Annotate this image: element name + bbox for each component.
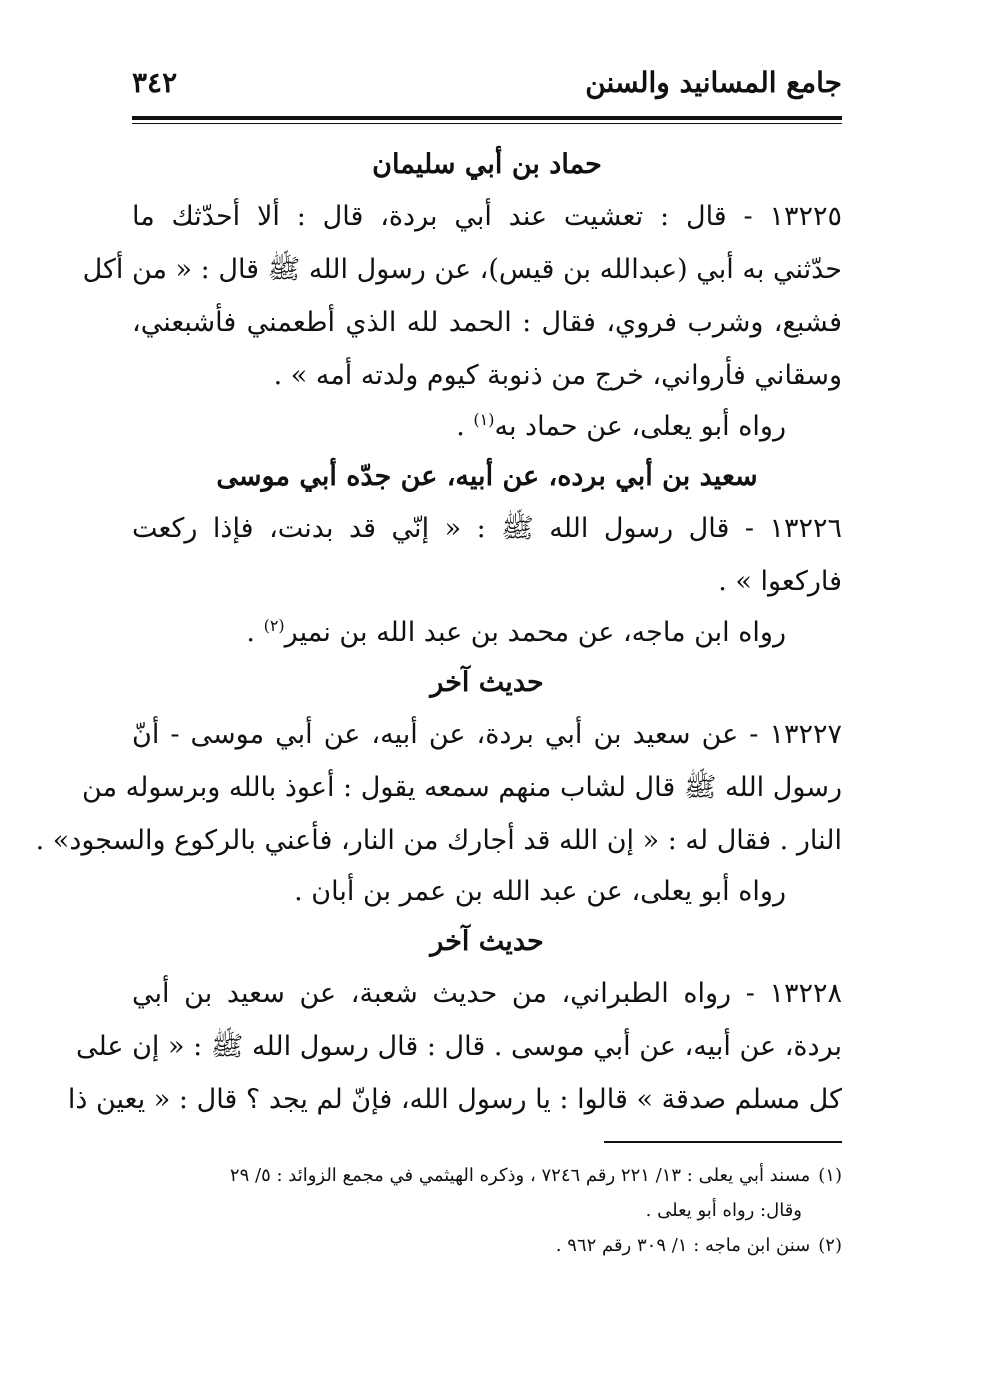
hadith-paragraph: [82, 190, 842, 402]
section-heading: سعيد بن أبي برده، عن أبيه، عن جدّه أبي موسى: [216, 461, 758, 492]
narration-end: .: [456, 411, 474, 442]
text-line: رسول الله ﷺ قال لشاب منهم سمعه يقول : أعوذ بالله وبرسوله من: [82, 772, 842, 803]
footnote-reference: (١): [473, 410, 495, 429]
footnote-1: [132, 1158, 842, 1193]
footnote-text: مسند أبي يعلى : ١٣/ ٢٢١ رقم ٧٢٤٦ ، وذكره الهيثمي في مجمع الزوائد : ٥/ ٢٩: [229, 1165, 811, 1186]
text-line: حدّثني به أبي (عبدالله بن قيس)، عن رسول الله ﷺ قال : « من أكل: [82, 254, 842, 285]
text-line: فشبع، وشرب فروي، فقال : الحمد لله الذي أطعمني فأشبعني،: [132, 307, 842, 338]
narration-text: رواه أبو يعلى، عن حماد به: [494, 411, 786, 442]
narration-end: .: [246, 617, 264, 648]
footnote-1-continuation: وقال: رواه أبو يعلى .: [645, 1200, 802, 1221]
text-line: ١٣٢٢٨ - رواه الطبراني، من حديث شعبة، عن سعيد بن أبي: [132, 978, 842, 1009]
narration-text: رواه ابن ماجه، عن محمد بن عبد الله بن نمير: [284, 617, 786, 648]
footnote-marker: (٢): [818, 1235, 842, 1256]
text-line: كل مسلم صدقة » قالوا : يا رسول الله، فإنّ لم يجد ؟ قال : « يعين ذا: [67, 1084, 842, 1115]
section-heading: حماد بن أبي سليمان: [372, 149, 602, 180]
section-heading: حديث آخر: [430, 926, 544, 957]
footnote-text: سنن ابن ماجه : ١/ ٣٠٩ رقم ٩٦٢ .: [555, 1235, 811, 1256]
footnote-marker: (١): [818, 1165, 842, 1186]
text-line: بردة، عن أبيه، عن أبي موسى . قال : قال رسول الله ﷺ : « إن على: [75, 1031, 842, 1062]
running-title: جامع المسانيد والسنن: [585, 66, 842, 99]
header-rule: [132, 116, 842, 120]
footnote-rule: [604, 1141, 842, 1143]
text-line: ١٣٢٢٥ - قال : تعشيت عند أبي بردة، قال : ألا أحدّثك ما: [132, 201, 842, 232]
narration-source: [132, 867, 842, 917]
narration-source: [132, 608, 842, 658]
text-line: النار . فقال له : « إن الله قد أجارك من النار، فأعني بالركوع والسجود» .: [35, 825, 842, 856]
text-line: ١٣٢٢٦ - قال رسول الله ﷺ : « إنّي قد بدنت، فإذا ركعت: [132, 513, 842, 544]
text-line: فاركعوا » .: [718, 566, 842, 597]
text-line: ١٣٢٢٧ - عن سعيد بن أبي بردة، عن أبيه، عن أبي موسى - أنّ: [132, 719, 842, 750]
footnote-2: [132, 1228, 842, 1263]
footnotes: [132, 1158, 842, 1263]
footnote-reference: (٢): [263, 616, 285, 635]
text-line: وسقاني فأرواني، خرج من ذنوبة كيوم ولدته أمه » .: [273, 360, 842, 391]
header-rule-thin: [132, 123, 842, 124]
section-heading: حديث آخر: [430, 667, 544, 698]
hadith-paragraph: [35, 708, 842, 867]
narration-source: [132, 402, 842, 452]
hadith-paragraph: [132, 502, 842, 608]
narration-text: رواه أبو يعلى، عن عبد الله بن عمر بن أبان .: [294, 876, 786, 907]
hadith-paragraph: [67, 967, 842, 1126]
body-text: [35, 140, 842, 1126]
page-number: ٣٤٢: [132, 66, 178, 99]
